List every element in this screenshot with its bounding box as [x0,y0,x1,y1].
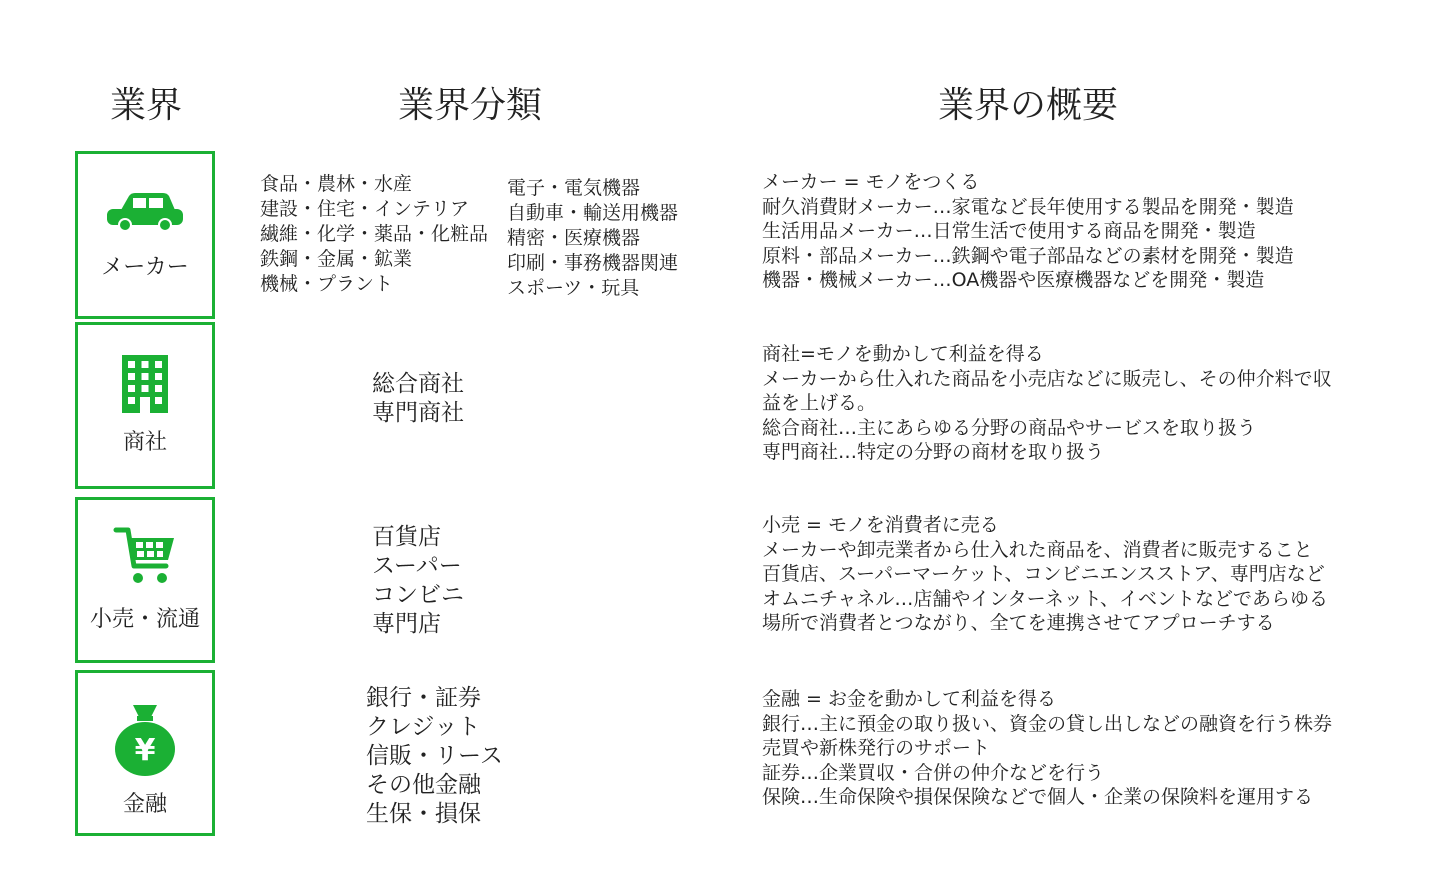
classification-item: スーパー [372,553,462,579]
industry-box-trading [75,322,215,489]
header-overview: 業界の概要 [938,85,1119,126]
overview-line: 耐久消費財メーカー…家電など長年使用する製品を開発・製造 [762,195,1294,218]
overview-line: 原料・部品メーカー…鉄鋼や電子部品などの素材を開発・製造 [762,244,1294,267]
overview-line: 金融 = お金を動かして利益を得る [762,688,1056,710]
classification-item: 鉄鋼・金属・鉱業 [260,248,413,270]
overview-line: 証券…企業買収・合併の仲介などを行う [762,761,1105,784]
classification-trading [372,370,464,428]
overview-maker [762,170,1294,293]
classification-item: 専門商社 [372,400,464,426]
overview-line: 銀行…主に預金の取り扱い、資金の貸し出しなどの融資を行う株券 [762,712,1333,735]
classification-item: 信販・リース [366,743,503,769]
classification-item: 印刷・事務機器関連 [507,252,679,274]
classification-item: 電子・電気機器 [507,177,641,199]
overview-line: 百貨店、スーパーマーケット、コンビニエンスストア、専門店など [762,563,1325,585]
classification-item: 精密・医療機器 [507,227,641,249]
overview-line: 益を上げる。 [762,392,877,414]
overview-line: メーカーや卸売業者から仕入れた商品を、消費者に販売すること [762,538,1313,561]
industry-label-maker: メーカー [101,255,189,280]
car-icon [78,192,212,234]
classification-item: 自動車・輸送用機器 [507,202,679,224]
yen-glyph: ¥ [134,733,156,768]
overview-line: 総合商社…主にあらゆる分野の商品やサービスを取り扱う [762,416,1257,439]
overview-line: 商社=モノを動かして利益を得る [762,343,1044,365]
industry-box-maker [75,151,215,319]
industry-box-finance [75,670,215,836]
classification-item: スポーツ・玩具 [507,277,640,299]
money-bag-icon [78,703,212,777]
overview-line: オムニチャネル…店舗やインターネット、イベントなどであらゆる [762,587,1329,610]
industry-label-retail: 小売・流通 [89,607,200,632]
classification-item: 総合商社 [372,371,464,397]
header-industry: 業界 [110,85,183,126]
classification-item: 機械・プラント [260,273,394,295]
overview-trading [762,342,1332,465]
classification-item: 百貨店 [372,524,441,550]
overview-line: 場所で消費者とつながり、全てを連携させてアプローチする [762,612,1275,634]
classification-finance [366,684,503,829]
industry-box-retail [75,497,215,663]
overview-line: メーカー = モノをつくる [762,171,980,193]
classification-item: 専門店 [372,611,441,637]
classification-item: 銀行・証券 [366,685,481,711]
building-icon [78,355,212,413]
classification-item: クレジット [366,714,481,740]
classification-item: 生保・損保 [366,801,481,827]
classification-item: 食品・農林・水産 [260,173,413,195]
classification-item: 建設・住宅・インテリア [260,198,470,220]
overview-line: 機器・機械メーカー…OA機器や医療機器などを開発・製造 [762,269,1265,291]
shopping-cart-icon [78,524,212,588]
classification-item: その他金融 [366,772,481,798]
overview-retail [762,513,1328,636]
classification-retail [372,523,464,639]
overview-line: メーカーから仕入れた商品を小売店などに販売し、その仲介料で収 [762,367,1332,390]
overview-line: 小売 = モノを消費者に売る [762,514,999,536]
industry-label-finance: 金融 [122,792,167,817]
classification-maker-col2 [507,176,678,301]
overview-finance [762,687,1332,810]
overview-line: 専門商社…特定の分野の商材を取り扱う [762,441,1105,463]
classification-item: 繊維・化学・薬品・化粧品 [260,223,489,245]
overview-line: 売買や新株発行のサポート [762,737,991,759]
classification-maker-col1 [260,172,488,297]
classification-item: コンビニ [372,582,464,608]
header-classification: 業界分類 [398,85,543,126]
industry-label-trading: 商社 [122,430,167,455]
overview-line: 生活用品メーカー…日常生活で使用する商品を開発・製造 [762,220,1256,242]
overview-line: 保険…生命保険や損保保険などで個人・企業の保険料を運用する [762,786,1314,808]
